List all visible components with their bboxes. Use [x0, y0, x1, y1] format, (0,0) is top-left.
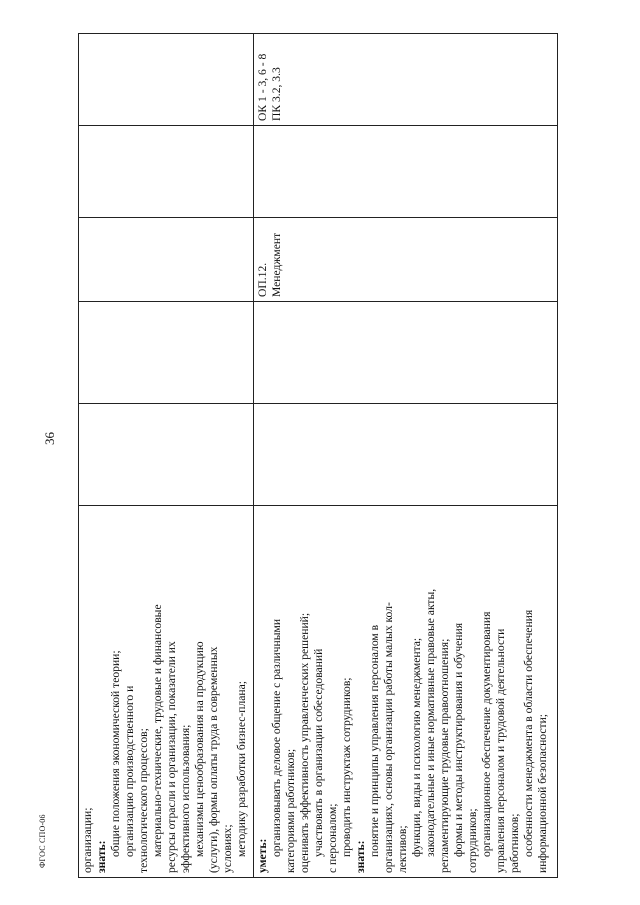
discipline-cell: [79, 218, 254, 302]
skill-line: организовывать деловое общение с различными: [270, 618, 284, 857]
skill-line: условиях;: [221, 824, 235, 873]
skill-line: технологического процессов;: [137, 728, 151, 873]
hours-cell: [254, 302, 558, 404]
skill-line: информационной безопасности;: [536, 713, 550, 873]
skill-line: управления персоналом и трудовой деятельности: [494, 628, 508, 873]
competencies-cell: [254, 34, 558, 126]
skills-list: [256, 510, 550, 873]
skill-line: законодательные и иные нормативные правовые акты,: [424, 588, 438, 857]
standards-table: [78, 33, 558, 878]
hours-cell: [79, 302, 254, 404]
table-row: [79, 34, 254, 878]
skill-line: особенности менеджмента в области обеспечения: [522, 609, 536, 857]
rotated-page: [78, 34, 558, 878]
empty-cell: [79, 126, 254, 218]
skills-list: [81, 510, 249, 873]
skill-line: категориями работников;: [284, 748, 298, 873]
skill-line: понятие и принципы управления персоналом в: [368, 624, 382, 857]
skill-line: регламентирующие трудовые правоотношения;: [438, 638, 452, 873]
professional-competencies: ПК 3.2, 3.3: [270, 67, 284, 121]
skill-line: знать:: [95, 840, 109, 873]
skill-line: лективов;: [396, 825, 410, 873]
discipline-code: ОП.12.: [256, 262, 269, 297]
competencies-cell: [79, 34, 254, 126]
skill-line: функции, виды и психологию менеджмента;: [410, 637, 424, 857]
skill-line: организационное обеспечение документирования: [480, 611, 494, 857]
skill-line: участвовать в организации собеседований: [312, 648, 326, 857]
skill-line: организации;: [81, 807, 94, 873]
skill-line: проводить инструктаж сотрудников;: [340, 677, 354, 857]
general-competencies: ОК 1 - 3, 6 - 8: [256, 53, 269, 121]
skill-line: механизмы ценообразования на продукцию: [193, 641, 207, 857]
skill-line: общие положения экономической теории;: [109, 650, 123, 857]
page-number: 36: [42, 432, 57, 445]
skills-cell: [254, 506, 558, 878]
discipline-cell: [254, 218, 558, 302]
skill-line: оценивать эффективность управленческих решений;: [298, 612, 312, 873]
skill-line: (услуги), формы оплаты труда в современных: [207, 646, 221, 873]
skill-line: сотрудников;: [466, 808, 480, 873]
empty-cell: [254, 126, 558, 218]
skill-line: организацию производственного и: [123, 685, 137, 857]
skill-line: работников;: [508, 813, 522, 873]
discipline-name: Менеджмент: [270, 232, 284, 297]
hours-cell: [254, 404, 558, 506]
skill-line: ресурсы отрасли и организации, показатели их: [165, 641, 179, 873]
hours-cell: [79, 404, 254, 506]
skill-line: формы и методы инструктирования и обучения: [452, 622, 466, 857]
table-row: [254, 34, 558, 878]
skill-line: уметь:: [256, 838, 269, 873]
skill-line: с персоналом;: [326, 803, 340, 873]
skill-line: материально-технические, трудовые и финансовые: [151, 604, 165, 857]
footer-label: ФГОС СПО-06: [38, 814, 47, 868]
skill-line: методику разработки бизнес-плана;: [235, 681, 249, 857]
skill-line: организациях, основы организации работы малых кол-: [382, 602, 396, 873]
skills-cell: [79, 506, 254, 878]
skill-line: знать:: [354, 840, 368, 873]
skill-line: эффективного использования;: [179, 724, 193, 873]
